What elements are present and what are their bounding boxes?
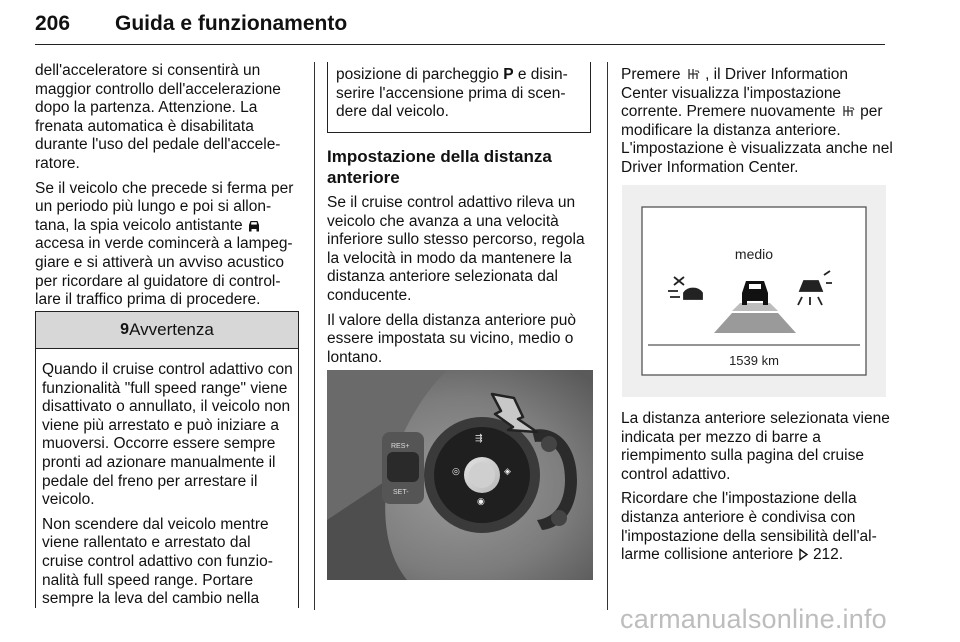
following-distance-icon — [685, 67, 701, 81]
paragraph-text: accesa in verde comincerà a lampeg-giare e si attiverà un avviso acustico per ricordare al guidatore di control-lare il traffico prima di procedere. — [35, 235, 293, 309]
paragraph: Non scendere dal veicolo mentre viene rallentato e arrestato dal cruise control adattivo con funzio-nalità full speed range. Portare sempre la leva del cambio nella — [42, 515, 273, 608]
paragraph: Se il cruise control adattivo rileva un veicolo che avanza a una velocità inferiore sullo stesso percorso, regola la velocità in modo da mantenere la distanza anteriore selezionata dal conducente. — [327, 194, 585, 304]
warning-box — [35, 311, 299, 608]
page-reference-icon — [798, 548, 809, 561]
driver-information-center-display — [622, 185, 886, 397]
page-number: 206 — [35, 12, 71, 35]
column-3-text-bottom — [621, 410, 893, 571]
steering-wheel-controls-photo — [327, 370, 593, 580]
vehicle-ahead-icon — [247, 219, 261, 232]
paragraph-text: e disin-serire l'accensione prima di scen-dere dal veicolo. — [336, 66, 568, 121]
page-header — [35, 8, 885, 45]
park-position-letter: P — [503, 66, 514, 83]
paragraph: Il valore della distanza anteriore può essere impostata su vicino, medio o lontano. — [327, 311, 577, 366]
paragraph-text: Ricordare che l'impostazione della distanza anteriore è condivisa con l'impostazione della sensibilità dell'al-larme collisione anteriore — [621, 490, 877, 564]
paragraph — [328, 62, 590, 122]
odometer-value: 1539 km — [729, 353, 779, 368]
paragraph-text: posizione di parcheggio — [336, 66, 499, 83]
paragraph-text: per modificare la distanza anteriore. L'impostazione è visualizzata anche nel Driver Information Center. — [621, 103, 893, 176]
paragraph — [35, 180, 303, 310]
column-divider — [607, 62, 608, 610]
section-title: Guida e funzionamento — [115, 12, 348, 35]
paragraph-text: Se il veicolo che precede si ferma per un periodo più lungo e poi si allon-tana, la spia veicolo antistante — [35, 179, 294, 234]
column-divider — [314, 62, 315, 610]
column-3-text — [621, 66, 893, 178]
svg-text:⇶: ⇶ — [475, 434, 483, 444]
paragraph: Quando il cruise control adattivo con funzionalità "full speed range" viene disattivato o annullato, il veicolo non viene più arrestato e può iniziare a muoversi. Occorre essere sempre pronti ad azionare manualmente il pedale del freno per arrestare il veicolo. — [42, 361, 293, 509]
warning-title: Avvertenza — [129, 320, 214, 339]
paragraph: La distanza anteriore selezionata viene indicata per mezzo di barre a riempimento sulla pagina del cruise control adattivo. — [621, 410, 890, 483]
page-reference-link[interactable]: 212. — [812, 546, 844, 564]
res-label: RES+ — [391, 443, 410, 450]
warning-symbol-icon: 9 — [120, 321, 130, 338]
warning-continuation-box — [327, 62, 591, 133]
watermark: carmanualsonline.info — [620, 604, 887, 634]
subsection-heading: Impostazione della distanza anteriore — [327, 147, 552, 187]
svg-text:◎: ◎ — [452, 467, 460, 477]
column-2-text — [327, 194, 597, 373]
svg-text:◈: ◈ — [504, 467, 511, 477]
paragraph: dell'acceleratore si consentirà un maggior controllo dell'accelerazione dopo la partenza. Attenzione. La frenata automatica è disabilitata durante l'uso del pedale dell'accele-ratore. — [35, 62, 281, 172]
column-1 — [35, 62, 303, 316]
paragraph — [621, 490, 893, 564]
distance-setting-label: medio — [734, 246, 774, 262]
warning-header — [36, 312, 298, 349]
set-label: SET- — [393, 489, 409, 496]
warning-body — [36, 349, 298, 609]
following-distance-icon — [840, 104, 856, 118]
svg-text:◉: ◉ — [477, 497, 485, 507]
paragraph-text: , il Driver Information Center visualizza l'impostazione corrente. Premere nuovamente — [621, 66, 849, 121]
paragraph-text: Premere — [621, 66, 681, 83]
